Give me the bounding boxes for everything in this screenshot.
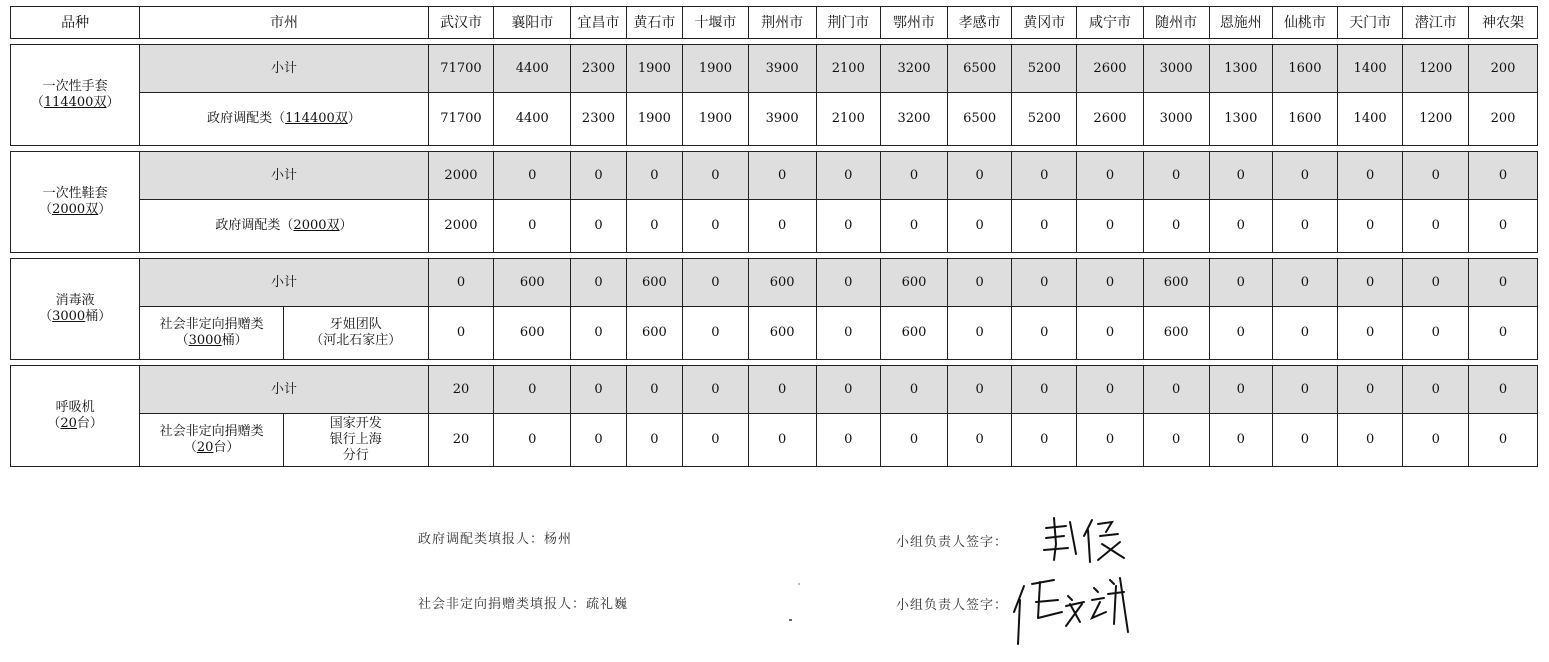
subtotal-value-cell: 1900 (683, 45, 749, 93)
subtotal-value-cell: 0 (1273, 152, 1338, 200)
subtotal-value-cell: 600 (881, 259, 948, 307)
detail-value-cell: 0 (1337, 414, 1403, 467)
detail-type-label: 社会非定向捐赠类 （20台） (140, 414, 284, 467)
city-header-cell: 武汉市 (428, 7, 494, 39)
detail-value-cell: 1900 (626, 93, 682, 146)
detail-value-cell: 0 (947, 200, 1012, 253)
subtotal-value-cell: 0 (1143, 366, 1209, 414)
city-header-cell: 潜江市 (1403, 7, 1469, 39)
subtotal-value-cell: 0 (1337, 152, 1403, 200)
detail-label: 政府调配类（114400双） (140, 93, 428, 146)
detail-value-cell: 0 (1469, 307, 1538, 360)
detail-type-label: 社会非定向捐赠类 （3000桶） (140, 307, 284, 360)
detail-value-cell: 0 (748, 414, 816, 467)
detail-value-cell: 0 (683, 200, 749, 253)
detail-value-cell: 20 (428, 414, 494, 467)
detail-row (11, 93, 1538, 146)
city-header-cell: 孝感市 (947, 7, 1012, 39)
subtotal-value-cell: 0 (816, 259, 881, 307)
subtotal-row (11, 45, 1538, 93)
detail-value-cell: 0 (816, 414, 881, 467)
subtotal-value-cell: 0 (816, 152, 881, 200)
detail-value-cell: 0 (1077, 307, 1144, 360)
detail-value-cell: 200 (1469, 93, 1538, 146)
detail-value-cell: 0 (1337, 200, 1403, 253)
detail-value-cell: 0 (1012, 414, 1077, 467)
distribution-table (10, 6, 1538, 467)
category-cell (11, 45, 140, 146)
detail-value-cell: 0 (1469, 200, 1538, 253)
subtotal-value-cell: 0 (1143, 152, 1209, 200)
subtotal-value-cell: 1400 (1337, 45, 1403, 93)
detail-value-cell: 0 (1403, 200, 1469, 253)
detail-value-cell: 3000 (1143, 93, 1209, 146)
city-header-cell: 天门市 (1337, 7, 1403, 39)
subtotal-value-cell: 0 (947, 259, 1012, 307)
category-cell (11, 152, 140, 253)
subtotal-value-cell: 2300 (571, 45, 626, 93)
subtotal-value-cell: 600 (626, 259, 682, 307)
city-header-cell: 神农架 (1469, 7, 1538, 39)
subtotal-value-cell: 0 (1077, 152, 1144, 200)
subtotal-value-cell: 0 (428, 259, 494, 307)
category-cell (11, 259, 140, 360)
subtotal-value-cell: 1600 (1273, 45, 1338, 93)
detail-value-cell: 0 (428, 307, 494, 360)
subtotal-value-cell: 0 (1469, 366, 1538, 414)
detail-value-cell: 600 (881, 307, 948, 360)
city-header-cell: 黄冈市 (1012, 7, 1077, 39)
detail-value-cell: 0 (1273, 307, 1338, 360)
detail-value-cell: 0 (683, 307, 749, 360)
subtotal-value-cell: 0 (1337, 259, 1403, 307)
subtotal-value-cell: 0 (1209, 366, 1273, 414)
subtotal-row (11, 259, 1538, 307)
detail-value-cell: 2600 (1077, 93, 1144, 146)
detail-value-cell: 1400 (1337, 93, 1403, 146)
subtotal-value-cell: 0 (1012, 152, 1077, 200)
detail-value-cell: 0 (881, 414, 948, 467)
subtotal-value-cell: 0 (1209, 152, 1273, 200)
detail-value-cell: 0 (1143, 200, 1209, 253)
detail-value-cell: 0 (947, 307, 1012, 360)
detail-row (11, 414, 1538, 467)
detail-value-cell: 0 (748, 200, 816, 253)
detail-value-cell: 0 (947, 414, 1012, 467)
detail-value-cell: 1300 (1209, 93, 1273, 146)
subtotal-label: 小计 (140, 152, 428, 200)
subtotal-value-cell: 0 (748, 366, 816, 414)
detail-value-cell: 0 (816, 200, 881, 253)
subtotal-value-cell: 0 (1403, 366, 1469, 414)
category-name: 一次性手套 (42, 79, 108, 94)
detail-value-cell: 600 (1143, 307, 1209, 360)
leader-sign-label-2: 小组负责人签字： (896, 598, 1009, 613)
detail-value-cell: 4400 (494, 93, 571, 146)
detail-value-cell: 71700 (428, 93, 494, 146)
detail-value-cell: 600 (494, 307, 571, 360)
detail-value-cell: 0 (1337, 307, 1403, 360)
detail-value-cell: 3200 (881, 93, 948, 146)
city-header: 市州 (140, 7, 428, 39)
detail-value-cell: 0 (626, 414, 682, 467)
detail-value-cell: 1600 (1273, 93, 1338, 146)
social-filler-label: 社会非定向捐赠类填报人：疏礼巍 (418, 597, 629, 612)
subtotal-value-cell: 0 (947, 366, 1012, 414)
subtotal-value-cell: 0 (626, 366, 682, 414)
detail-value-cell: 3900 (748, 93, 816, 146)
city-header-cell: 十堰市 (683, 7, 749, 39)
city-header-cell: 襄阳市 (494, 7, 571, 39)
subtotal-value-cell: 0 (947, 152, 1012, 200)
subtotal-value-cell: 3200 (881, 45, 948, 93)
subtotal-value-cell: 0 (1273, 366, 1338, 414)
detail-value-cell: 0 (1077, 200, 1144, 253)
detail-value-cell: 2000 (428, 200, 494, 253)
subtotal-value-cell: 0 (571, 366, 626, 414)
detail-value-cell: 0 (1403, 414, 1469, 467)
donor-label: 国家开发 银行上海 分行 (283, 414, 428, 467)
subtotal-value-cell: 2000 (428, 152, 494, 200)
subtotal-value-cell: 0 (1273, 259, 1338, 307)
subtotal-value-cell: 0 (1077, 259, 1144, 307)
subtotal-value-cell: 1200 (1403, 45, 1469, 93)
subtotal-value-cell: 0 (683, 366, 749, 414)
category-cell (11, 366, 140, 467)
city-header-cell: 荆门市 (816, 7, 881, 39)
subtotal-value-cell: 3900 (748, 45, 816, 93)
detail-value-cell: 0 (494, 200, 571, 253)
subtotal-value-cell: 0 (494, 366, 571, 414)
subtotal-value-cell: 3000 (1143, 45, 1209, 93)
detail-row (11, 307, 1538, 360)
header-row (11, 7, 1538, 39)
city-header-cell: 黄石市 (626, 7, 682, 39)
leader-sign-label-1: 小组负责人签字： (896, 535, 1009, 550)
detail-value-cell: 0 (1273, 414, 1338, 467)
city-header-cell: 仙桃市 (1273, 7, 1338, 39)
detail-value-cell: 0 (571, 414, 626, 467)
subtotal-value-cell: 0 (494, 152, 571, 200)
subtotal-value-cell: 600 (748, 259, 816, 307)
detail-value-cell: 600 (626, 307, 682, 360)
detail-value-cell: 2100 (816, 93, 881, 146)
subtotal-label: 小计 (140, 45, 428, 93)
subtotal-value-cell: 0 (748, 152, 816, 200)
city-header-cell: 恩施州 (1209, 7, 1273, 39)
subtotal-value-cell: 4400 (494, 45, 571, 93)
subtotal-value-cell: 0 (1403, 152, 1469, 200)
subtotal-value-cell: 0 (881, 152, 948, 200)
subtotal-value-cell: 0 (816, 366, 881, 414)
detail-value-cell: 0 (1209, 307, 1273, 360)
subtotal-value-cell: 0 (571, 152, 626, 200)
detail-value-cell: 0 (1012, 200, 1077, 253)
subtotal-value-cell: 6500 (947, 45, 1012, 93)
subtotal-value-cell: 0 (1012, 259, 1077, 307)
subtotal-value-cell: 0 (683, 152, 749, 200)
subtotal-row (11, 152, 1538, 200)
detail-value-cell: 0 (1273, 200, 1338, 253)
city-header-cell: 咸宁市 (1077, 7, 1144, 39)
detail-value-cell: 0 (1469, 414, 1538, 467)
detail-value-cell: 2300 (571, 93, 626, 146)
subtotal-value-cell: 0 (626, 152, 682, 200)
detail-value-cell: 0 (1012, 307, 1077, 360)
detail-value-cell: 5200 (1012, 93, 1077, 146)
detail-value-cell: 0 (626, 200, 682, 253)
detail-value-cell: 0 (571, 200, 626, 253)
subtotal-value-cell: 0 (1469, 152, 1538, 200)
subtotal-value-cell: 71700 (428, 45, 494, 93)
category-total: （114400双） (30, 95, 120, 110)
detail-value-cell: 0 (494, 414, 571, 467)
detail-value-cell: 600 (748, 307, 816, 360)
subtotal-value-cell: 0 (1012, 366, 1077, 414)
subtotal-value-cell: 0 (683, 259, 749, 307)
subtotal-value-cell: 600 (494, 259, 571, 307)
city-header-cell: 荆州市 (748, 7, 816, 39)
subtotal-value-cell: 0 (1209, 259, 1273, 307)
subtotal-value-cell: 5200 (1012, 45, 1077, 93)
category-name: 消毒液 (55, 293, 95, 308)
subtotal-value-cell: 600 (1143, 259, 1209, 307)
subtotal-value-cell: 2100 (816, 45, 881, 93)
detail-value-cell: 1200 (1403, 93, 1469, 146)
subtotal-value-cell: 1900 (626, 45, 682, 93)
detail-value-cell: 0 (1143, 414, 1209, 467)
subtotal-value-cell: 0 (571, 259, 626, 307)
subtotal-row (11, 366, 1538, 414)
detail-value-cell: 0 (881, 200, 948, 253)
category-total: （20台） (47, 416, 103, 431)
subtotal-value-cell: 20 (428, 366, 494, 414)
subtotal-value-cell: 2600 (1077, 45, 1144, 93)
subtotal-value-cell: 0 (1403, 259, 1469, 307)
subtotal-value-cell: 0 (1077, 366, 1144, 414)
detail-value-cell: 0 (571, 307, 626, 360)
table-body (11, 39, 1538, 467)
category-header: 品种 (11, 7, 140, 39)
subtotal-value-cell: 0 (1469, 259, 1538, 307)
subtotal-label: 小计 (140, 259, 428, 307)
subtotal-label: 小计 (140, 366, 428, 414)
handwritten-signature-1 (1040, 514, 1130, 566)
donor-label: 牙姐团队 （河北石家庄） (283, 307, 428, 360)
city-header-cell: 随州市 (1143, 7, 1209, 39)
detail-value-cell: 0 (816, 307, 881, 360)
detail-value-cell: 0 (1077, 414, 1144, 467)
city-header-cell: 宜昌市 (571, 7, 626, 39)
scan-speck (789, 619, 792, 621)
detail-value-cell: 0 (683, 414, 749, 467)
detail-value-cell: 1900 (683, 93, 749, 146)
subtotal-value-cell: 0 (881, 366, 948, 414)
subtotal-value-cell: 0 (1337, 366, 1403, 414)
detail-value-cell: 0 (1209, 200, 1273, 253)
category-name: 一次性鞋套 (42, 186, 108, 201)
handwritten-signature-2 (1010, 572, 1150, 652)
city-header-cell: 鄂州市 (881, 7, 948, 39)
subtotal-value-cell: 1300 (1209, 45, 1273, 93)
category-total: （2000双） (39, 202, 112, 217)
scan-speck (798, 583, 800, 585)
detail-value-cell: 6500 (947, 93, 1012, 146)
gov-filler-label: 政府调配类填报人：杨州 (418, 532, 573, 547)
detail-value-cell: 0 (1403, 307, 1469, 360)
detail-value-cell: 0 (1209, 414, 1273, 467)
category-name: 呼吸机 (55, 400, 95, 415)
category-total: （3000桶） (39, 309, 112, 324)
subtotal-value-cell: 200 (1469, 45, 1538, 93)
detail-label: 政府调配类（2000双） (140, 200, 428, 253)
detail-row (11, 200, 1538, 253)
